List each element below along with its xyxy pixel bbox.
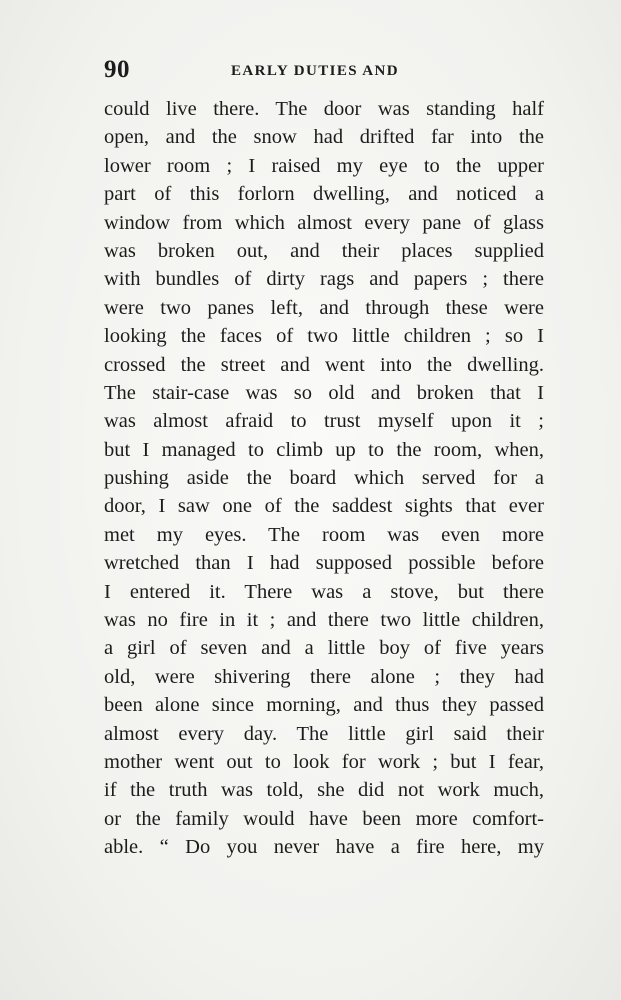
text-line: able. “ Do you never have a fire here, my: [104, 836, 544, 859]
text-line: or the family would have been more comfort-: [104, 807, 544, 830]
text-line: a girl of seven and a little boy of five years: [104, 637, 544, 660]
text-line: met my eyes. The room was even more: [104, 523, 544, 546]
text-line: been alone since morning, and thus they passed: [104, 694, 544, 717]
body-text: [104, 95, 544, 862]
text-line: looking the faces of two little children ; so I: [104, 325, 544, 348]
text-line: lower room ; I raised my eye to the upper: [104, 154, 544, 177]
text-line: was no fire in it ; and there two little children,: [104, 609, 544, 632]
text-line: were two panes left, and through these were: [104, 296, 544, 319]
text-line: door, I saw one of the saddest sights that ever: [104, 495, 544, 518]
page-number: 90: [104, 56, 130, 83]
text-line: mother went out to look for work ; but I fear,: [104, 750, 544, 773]
text-line: with bundles of dirty rags and papers ; there: [104, 268, 544, 291]
text-line: open, and the snow had drifted far into the: [104, 126, 544, 149]
text-line: but I managed to climb up to the room, when,: [104, 438, 544, 461]
text-line: window from which almost every pane of glass: [104, 211, 544, 234]
text-line: part of this forlorn dwelling, and noticed a: [104, 183, 544, 206]
text-line: crossed the street and went into the dwelling.: [104, 353, 544, 376]
running-head: EARLY DUTIES AND: [231, 63, 399, 79]
page-header: [104, 56, 544, 88]
text-line: was broken out, and their places supplied: [104, 239, 544, 262]
text-line: I entered it. There was a stove, but there: [104, 580, 544, 603]
text-line: wretched than I had supposed possible before: [104, 552, 544, 575]
text-line: could live there. The door was standing half: [104, 98, 544, 120]
text-line: was almost afraid to trust myself upon it ;: [104, 410, 544, 433]
text-line: almost every day. The little girl said their: [104, 722, 544, 745]
text-line: The stair-case was so old and broken that I: [104, 381, 544, 404]
text-line: pushing aside the board which served for a: [104, 467, 544, 490]
text-line: old, were shivering there alone ; they had: [104, 665, 544, 688]
text-line: if the truth was told, she did not work much,: [104, 779, 544, 802]
